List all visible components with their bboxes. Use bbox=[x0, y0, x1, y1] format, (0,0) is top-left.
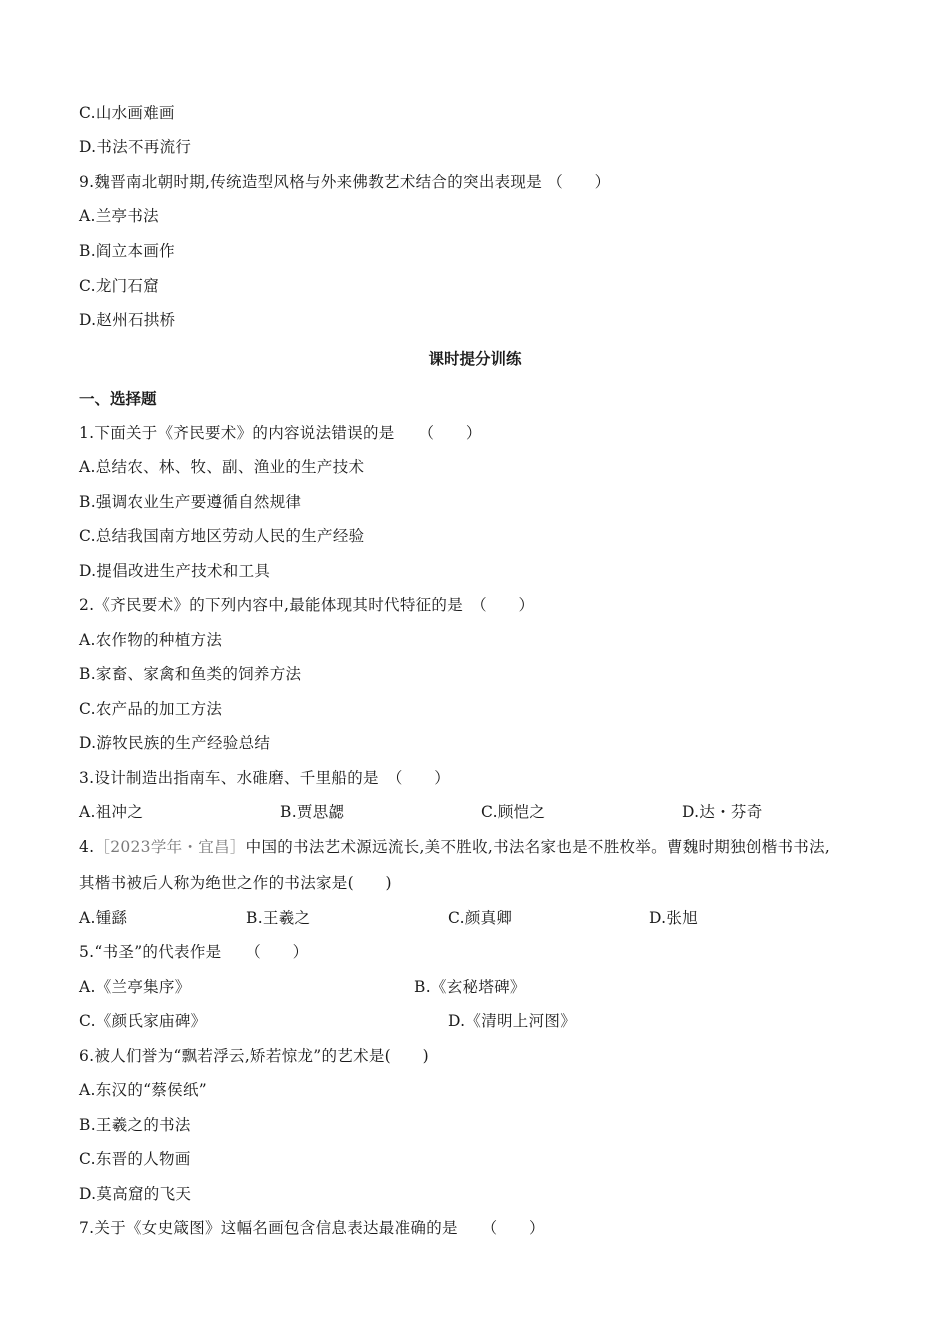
prev-option-d: D.书法不再流行 bbox=[79, 138, 192, 156]
question-5-option-a: A.《兰亭集序》 bbox=[79, 978, 191, 996]
question-3-option-a: A.祖冲之 bbox=[79, 803, 144, 821]
question-5-option-c: C.《颜氏家庙碑》 bbox=[79, 1012, 207, 1030]
question-1-stem: 1.下面关于《齐民要术》的内容说法错误的是 （ ） bbox=[79, 424, 482, 442]
question-4-stem-line2: 其楷书被后人称为绝世之作的书法家是( ) bbox=[79, 874, 392, 892]
question-6-stem: 6.被人们誉为“飘若浮云,矫若惊龙”的艺术是( ) bbox=[79, 1047, 429, 1065]
question-1-option-d: D.提倡改进生产技术和工具 bbox=[79, 562, 271, 580]
question-2-option-c: C.农产品的加工方法 bbox=[79, 700, 223, 718]
question-2-option-a: A.农作物的种植方法 bbox=[79, 631, 223, 649]
section-title: 课时提分训练 bbox=[428, 350, 522, 368]
question-5-option-d: D.《清明上河图》 bbox=[448, 1012, 577, 1030]
question-4-number: 4. bbox=[79, 838, 95, 856]
question-6-option-c: C.东晋的人物画 bbox=[79, 1150, 191, 1168]
question-4-stem-text: 中国的书法艺术源远流长,美不胜收,书法名家也是不胜枚举。曹魏时期独创楷书书法, bbox=[245, 838, 831, 856]
question-2-option-b: B.家畜、家禽和鱼类的饲养方法 bbox=[79, 665, 302, 683]
question-4-option-a: A.锺繇 bbox=[79, 909, 128, 927]
question-1-option-b: B.强调农业生产要遵循自然规律 bbox=[79, 493, 302, 511]
question-4-source-tag: ［2023学年・宜昌］ bbox=[94, 838, 246, 856]
question-9-option-a: A.兰亭书法 bbox=[79, 207, 159, 225]
question-3-option-c: C.顾恺之 bbox=[481, 803, 546, 821]
question-4-option-d: D.张旭 bbox=[649, 909, 699, 927]
section-heading: 一、选择题 bbox=[79, 390, 157, 408]
question-6-option-d: D.莫高窟的飞天 bbox=[79, 1185, 192, 1203]
question-4-option-b: B.王羲之 bbox=[246, 909, 311, 927]
question-4-option-c: C.颜真卿 bbox=[448, 909, 513, 927]
question-1-option-a: A.总结农、林、牧、副、渔业的生产技术 bbox=[79, 458, 365, 476]
question-5-option-b: B.《玄秘塔碑》 bbox=[414, 978, 526, 996]
question-4-stem-line1 bbox=[79, 837, 830, 857]
question-3-option-b: B.贾思勰 bbox=[280, 803, 345, 821]
question-9-option-b: B.阎立本画作 bbox=[79, 242, 175, 260]
question-2-option-d: D.游牧民族的生产经验总结 bbox=[79, 734, 271, 752]
prev-option-c: C.山水画难画 bbox=[79, 104, 175, 122]
question-9-option-d: D.赵州石拱桥 bbox=[79, 311, 176, 329]
question-3-stem: 3.设计制造出指南车、水碓磨、千里船的是 （ ） bbox=[79, 769, 451, 787]
question-7-stem: 7.关于《女史箴图》这幅名画包含信息表达最准确的是 （ ） bbox=[79, 1219, 545, 1237]
question-5-stem: 5.“书圣”的代表作是 （ ） bbox=[79, 943, 309, 961]
question-3-option-d: D.达・芬奇 bbox=[682, 803, 763, 821]
question-1-option-c: C.总结我国南方地区劳动人民的生产经验 bbox=[79, 527, 365, 545]
question-6-option-a: A.东汉的“蔡侯纸” bbox=[79, 1081, 207, 1099]
question-9-stem: 9.魏晋南北朝时期,传统造型风格与外来佛教艺术结合的突出表现是 （ ） bbox=[79, 173, 611, 191]
question-9-option-c: C.龙门石窟 bbox=[79, 277, 160, 295]
question-2-stem: 2.《齐民要术》的下列内容中,最能体现其时代特征的是 （ ） bbox=[79, 596, 535, 614]
question-6-option-b: B.王羲之的书法 bbox=[79, 1116, 191, 1134]
